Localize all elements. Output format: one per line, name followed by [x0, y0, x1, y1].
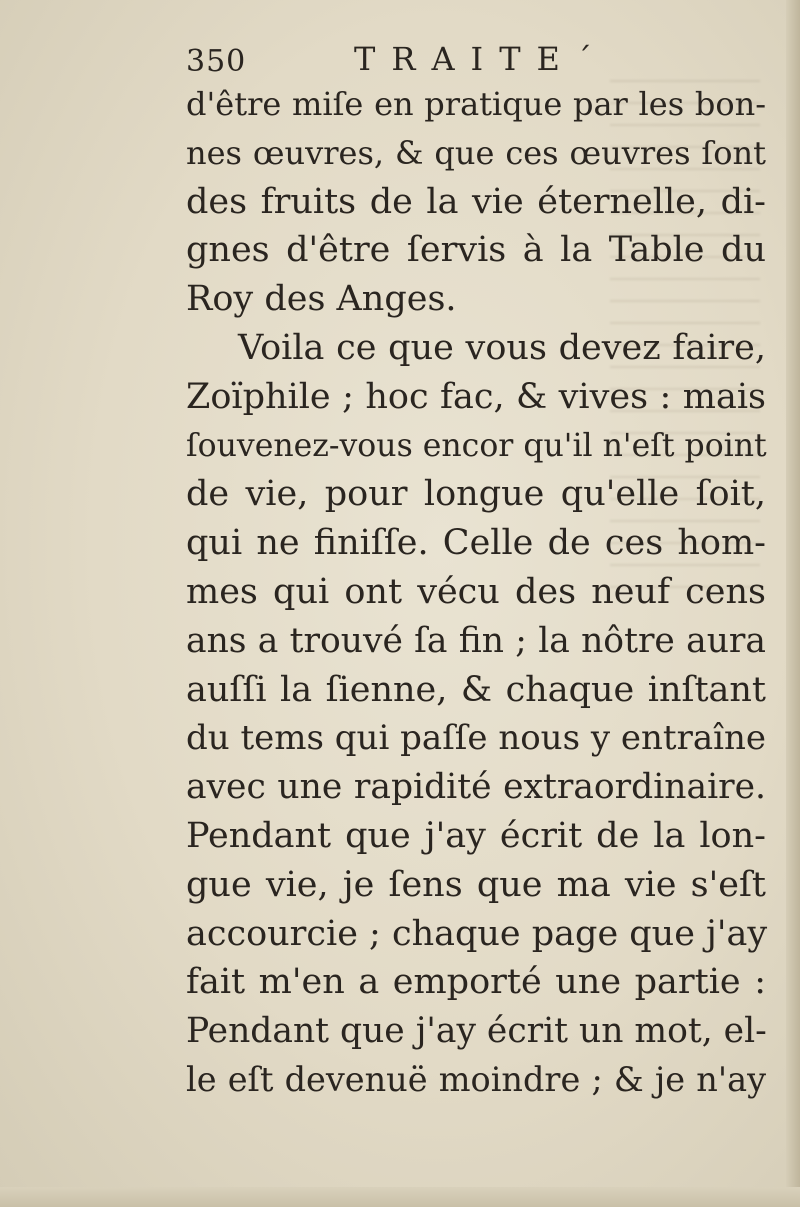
text-line: avec une rapidité extraordinaire. — [186, 767, 766, 808]
text-line: gue vie, je ſens que ma vie s'eſt — [186, 864, 766, 905]
text-line: Voila ce que vous devez faire, — [238, 327, 766, 368]
text-line: nes œuvres, & que ces œuvres ſont — [186, 133, 766, 172]
text-line: de vie, pour longue qu'elle ſoit, — [186, 474, 766, 515]
text-line: du tems qui paſſe nous y entraîne — [186, 718, 766, 759]
text-line: gnes d'être ſervis à la Table du — [186, 230, 766, 271]
text-line: auſſi la ſienne, & chaque inſtant — [186, 669, 766, 710]
text-line: fait m'en a emporté une partie : — [186, 962, 766, 1003]
text-line: ſouvenez-vous encor qu'il n'eſt point — [186, 427, 767, 464]
text-line: accourcie ; chaque page que j'ay — [186, 913, 768, 954]
page-edge-right — [786, 0, 800, 1207]
text-line: mes qui ont vécu des neuf cens — [186, 571, 766, 612]
text-line: des fruits de la vie éternelle, di- — [186, 181, 766, 222]
body-text — [186, 80, 766, 1105]
text-line: Pendant que j'ay écrit un mot, el- — [186, 1011, 767, 1052]
page-edge-bottom — [0, 1187, 800, 1207]
page-header — [186, 36, 606, 86]
text-line: Pendant que j'ay écrit de la lon- — [186, 815, 766, 856]
running-head: TRAITE´ — [354, 40, 608, 78]
text-line: le eſt devenuë moindre ; & je n'ay — [186, 1059, 766, 1099]
text-line: qui ne finiſſe. Celle de ces hom- — [186, 523, 766, 564]
text-line: d'être miſe en pratique par les bon- — [186, 85, 766, 123]
page-number: 350 — [186, 44, 247, 79]
text-line: Zoïphile ; hoc fac, & vives : mais — [186, 376, 766, 417]
text-line: ans a trouvé ſa fin ; la nôtre aura — [186, 620, 766, 661]
text-line: Roy des Anges. — [186, 279, 457, 320]
